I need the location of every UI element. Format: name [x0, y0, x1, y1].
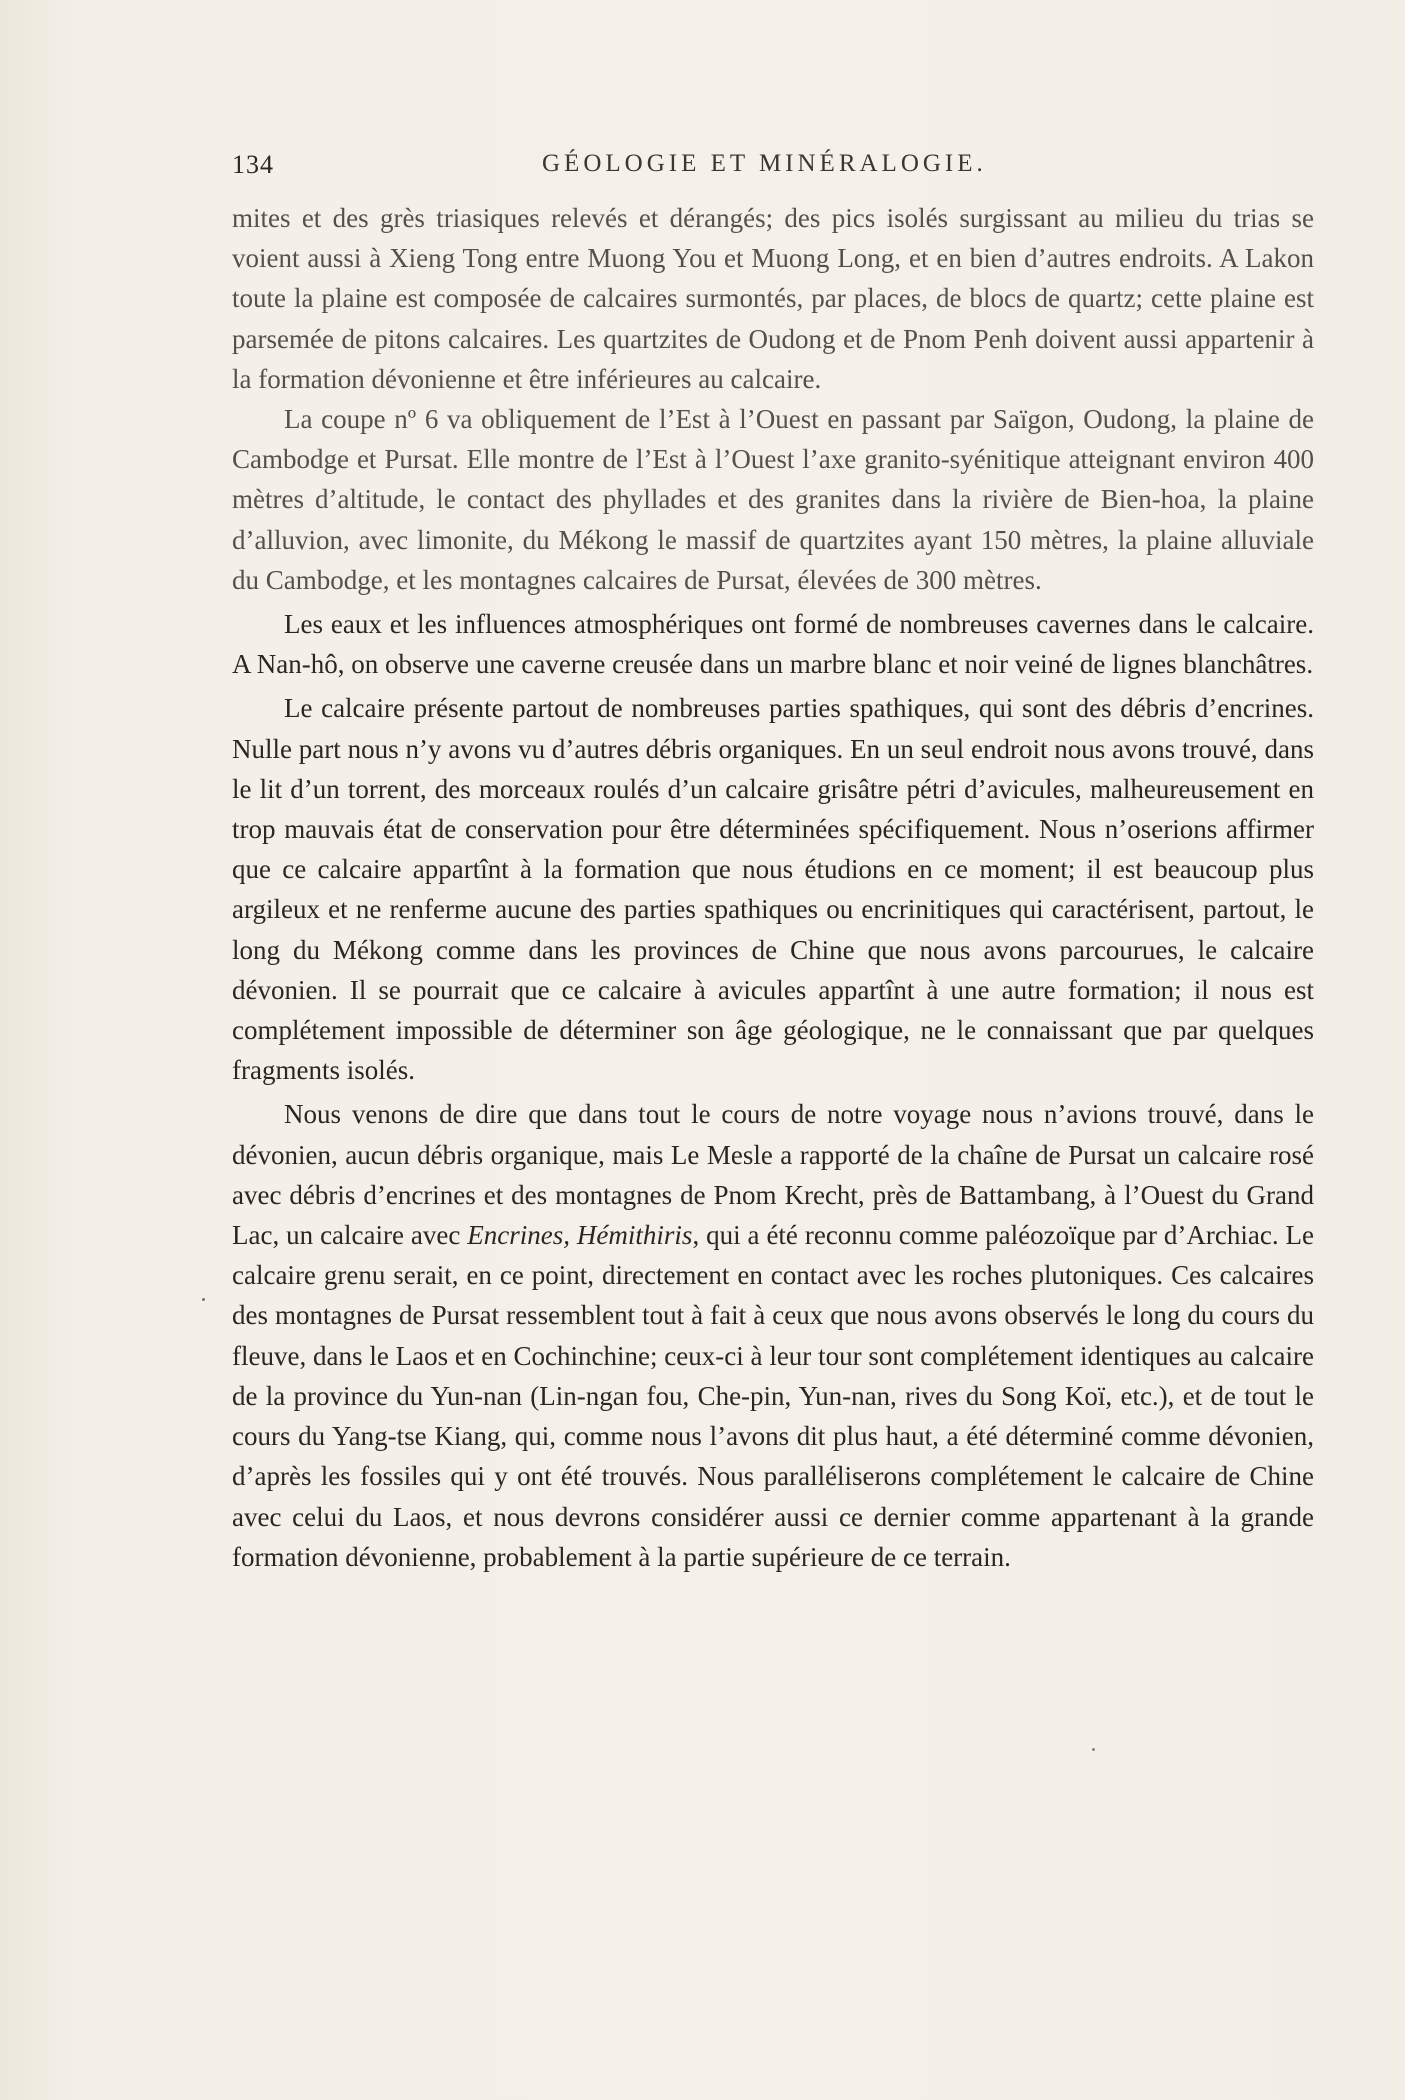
print-speck: [1092, 1748, 1095, 1751]
paragraph-devonien: [232, 1094, 1314, 1576]
page-number: 134: [232, 150, 274, 179]
paragraph-coupe: La coupe nº 6 va obliquement de l’Est à l’Ouest en passant par Saïgon, Oudong, la plaine de Cambodge et Pursat. Elle montre de l’Est à l’Ouest l’axe granito-syénitique atteignant environ 400 mètres d’altitude, le contact des phyllades et des granites dans la rivière de Bien-hoa, la plaine d’alluvion, avec limonite, du Mékong le massif de quartzites ayant 150 mètres, la plaine alluviale du Cambodge, et les montagnes calcaires de Pursat, élevées de 300 mètres.: [232, 404, 1314, 595]
fossil-names: Encrines, Hémithiris: [467, 1220, 693, 1251]
paragraph-continued: mites et des grès triasiques relevés et dérangés; des pics isolés surgissant au milieu du trias se voient aussi à Xieng Tong entre Muong You et Muong Long, et en bien d’autres endroits. A Lakon toute la plaine est composée de calcaires surmontés, par places, de blocs de quartz; cette plaine est parsemée de pitons calcaires. Les quartzites de Oudong et de Pnom Penh doivent aussi appartenir à la formation dévonienne et être inférieures au calcaire.: [232, 203, 1314, 394]
running-head: [232, 150, 1012, 190]
running-title: GÉOLOGIE ET MINÉRALOGIE.: [542, 150, 987, 177]
paragraph-cavernes: Les eaux et les influences atmosphériques ont formé de nombreuses cavernes dans le calcaire. A Nan-hô, on observe une caverne creusée dans un marbre blanc et noir veiné de lignes blanchâtres.: [232, 609, 1314, 680]
print-speck: [202, 1298, 205, 1301]
body-text: [232, 198, 1314, 1577]
paragraph-calcaire: Le calcaire présente partout de nombreuses parties spathiques, qui sont des débris d’encrines. Nulle part nous n’y avons vu d’autres débris organiques. En un seul endroit nous avons trouvé, dans le lit d’un torrent, des morceaux roulés d’un calcaire grisâtre pétri d’avicules, malheureusement en trop mauvais état de conservation pour être déterminées spécifiquement. Nous n’oserions affirmer que ce calcaire appartînt à la formation que nous étudions en ce moment; il est beaucoup plus argileux et ne renferme aucune des parties spathiques ou encrinitiques qui caractérisent, partout, le long du Mékong comme dans les provinces de Chine que nous avons parcourues, le calcaire dévonien. Il se pourrait que ce calcaire à avicules appartînt à une autre formation; il nous est complétement impossible de déterminer son âge géologique, ne le connaissant que par quelques fragments isolés.: [232, 693, 1314, 1086]
paragraph-devonien-part2: , qui a été reconnu comme paléozoïque par d’Archiac. Le calcaire grenu serait, en ce point, directement en contact avec les roches plutoniques. Ces calcaires des montagnes de Pursat ressemblent tout à fait à ceux que nous avons observés le long du cours du fleuve, dans le Laos et en Cochinchine; ceux-ci à leur tour sont complétement identiques au calcaire de la province du Yun-nan (Lin-ngan fou, Che-pin, Yun-nan, rives du Song Koï, etc.), et de tout le cours du Yang-tse Kiang, qui, comme nous l’avons dit plus haut, a été déterminé comme dévonien, d’après les fossiles qui y ont été trouvés. Nous paralléliserons complétement le calcaire de Chine avec celui du Laos, et nous devrons considérer aussi ce dernier comme appartenant à la grande formation dévonienne, probablement à la partie supérieure de ce terrain.: [232, 1220, 1314, 1572]
paragraph-devonien-part1: Nous venons de dire que dans tout le cours de notre voyage nous n’avions trouvé, dans le dévonien, aucun débris organique, mais Le Mesle a rapporté de la chaîne de Pursat un calcaire rosé avec débris d’encrines et des montagnes de Pnom Krecht, près de Battambang, à l’Ouest du Grand Lac, un calcaire avec: [232, 1099, 1314, 1251]
